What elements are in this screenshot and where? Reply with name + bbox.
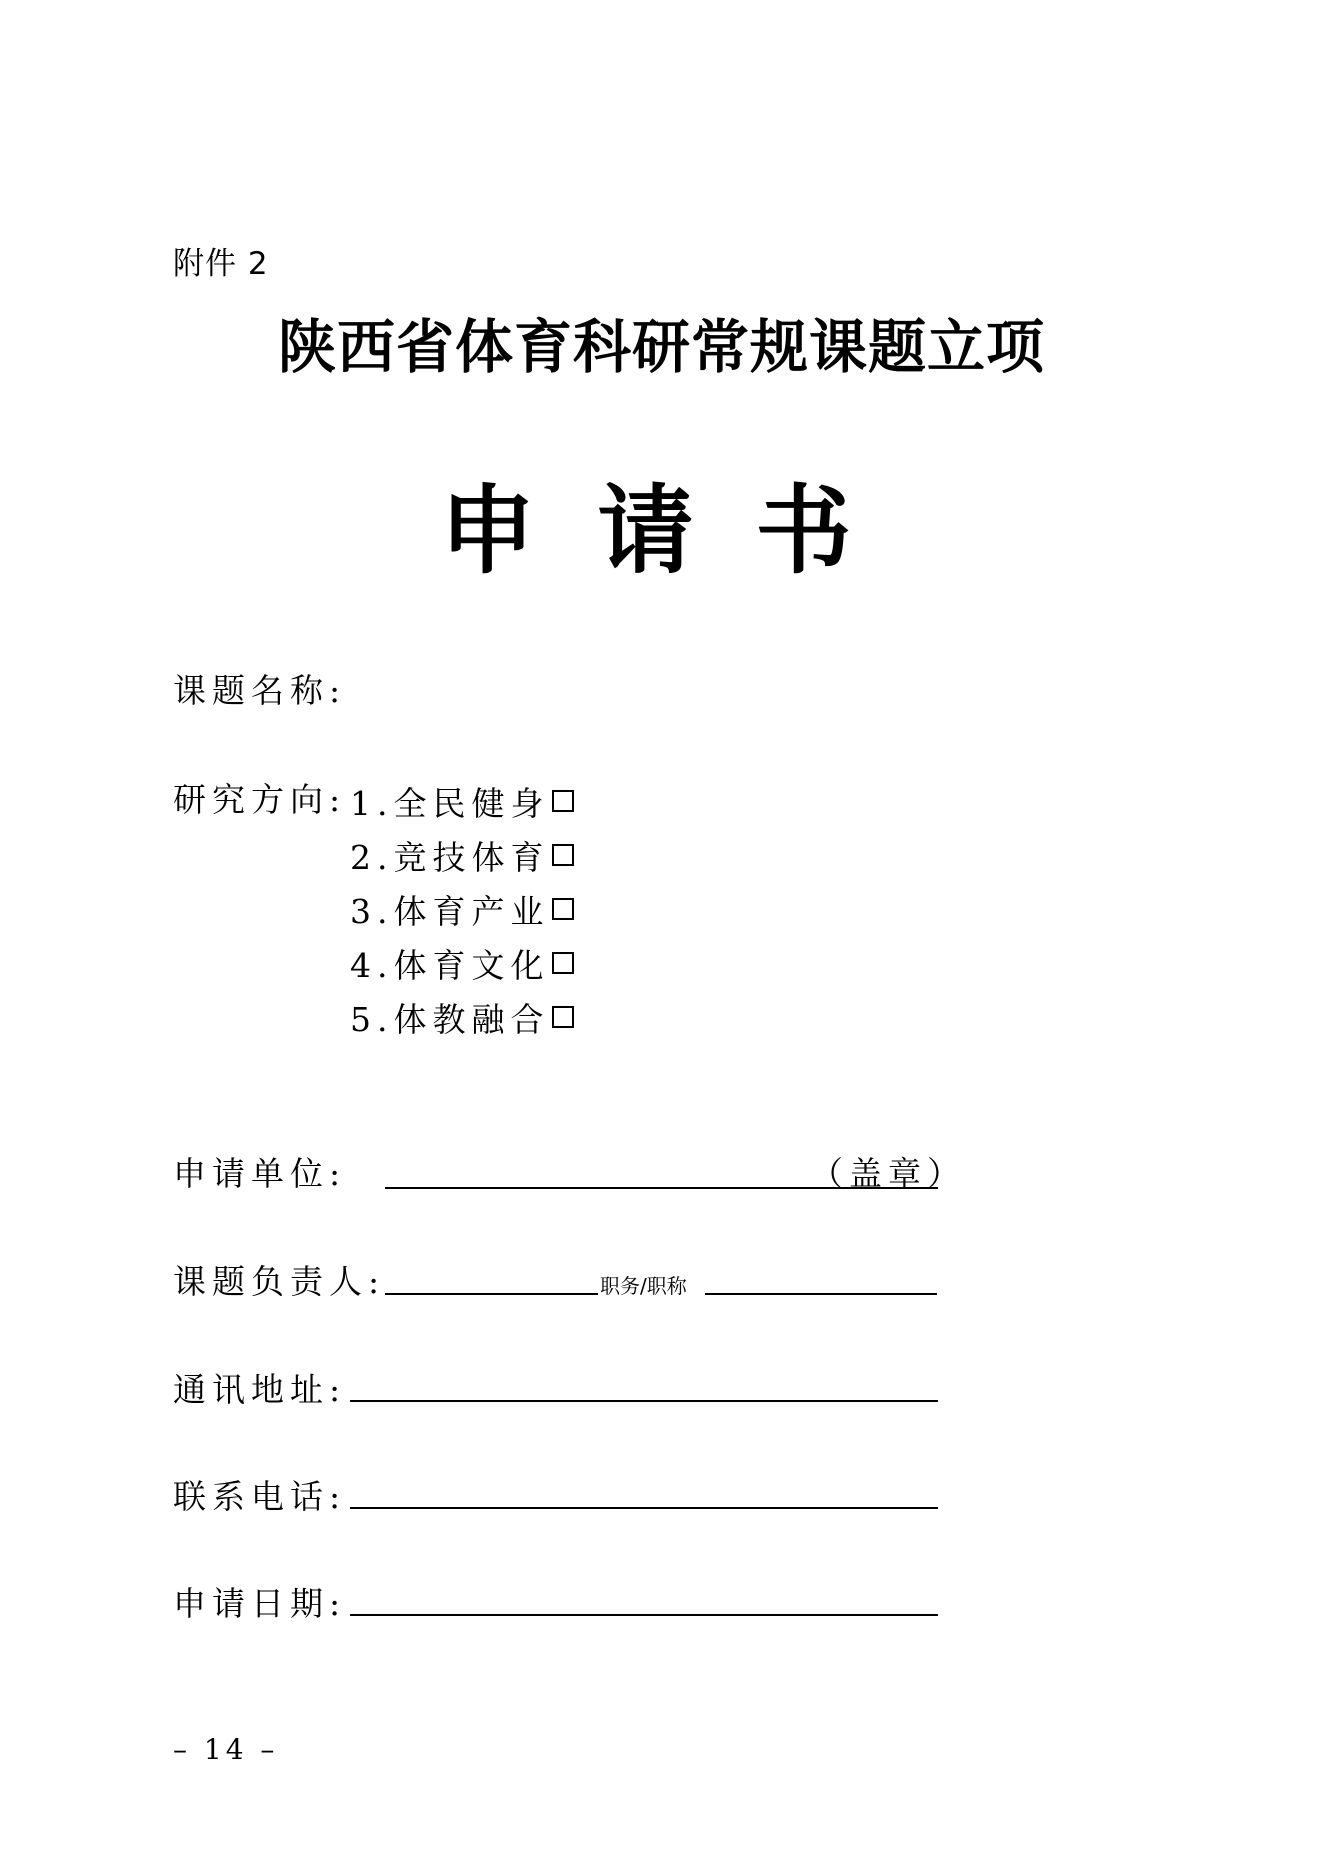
position-title-line[interactable] bbox=[705, 1293, 937, 1295]
research-direction-item[interactable] bbox=[350, 936, 574, 990]
research-direction-list bbox=[350, 774, 574, 1044]
checkbox-icon[interactable] bbox=[552, 952, 574, 974]
document-subtitle: 申请书 bbox=[439, 474, 914, 587]
checkbox-icon[interactable] bbox=[552, 898, 574, 920]
document-title: 陕西省体育科研常规课题立项 bbox=[277, 313, 1045, 381]
phone-label: 联系电话: bbox=[173, 1477, 347, 1516]
research-direction-label: 研究方向: bbox=[173, 780, 347, 819]
address-line[interactable] bbox=[350, 1400, 938, 1402]
page-number: – 14 – bbox=[173, 1733, 279, 1766]
applicant-unit-label: 申请单位: bbox=[173, 1154, 347, 1193]
research-direction-item[interactable] bbox=[350, 828, 574, 882]
research-direction-item[interactable] bbox=[350, 882, 574, 936]
position-title-label: 职务/职称 bbox=[600, 1274, 687, 1298]
seal-label: （盖章） bbox=[810, 1154, 966, 1193]
application-date-label: 申请日期: bbox=[173, 1584, 347, 1623]
checkbox-icon[interactable] bbox=[552, 790, 574, 812]
phone-line[interactable] bbox=[350, 1507, 938, 1509]
direction-label: 4.体育文化 bbox=[350, 945, 550, 985]
application-date-line[interactable] bbox=[350, 1614, 938, 1616]
address-label: 通讯地址: bbox=[173, 1370, 347, 1409]
attachment-label: 附件 2 bbox=[173, 246, 269, 282]
research-direction-item[interactable] bbox=[350, 990, 574, 1044]
topic-name-label: 课题名称: bbox=[173, 671, 347, 710]
research-direction-item[interactable] bbox=[350, 774, 574, 828]
checkbox-icon[interactable] bbox=[552, 1006, 574, 1028]
direction-label: 5.体教融合 bbox=[350, 999, 550, 1039]
direction-label: 1.全民健身 bbox=[350, 783, 550, 823]
project-leader-label: 课题负责人: bbox=[173, 1262, 386, 1301]
direction-label: 2.竞技体育 bbox=[350, 837, 550, 877]
direction-label: 3.体育产业 bbox=[350, 891, 550, 931]
project-leader-line[interactable] bbox=[385, 1293, 598, 1295]
checkbox-icon[interactable] bbox=[552, 844, 574, 866]
